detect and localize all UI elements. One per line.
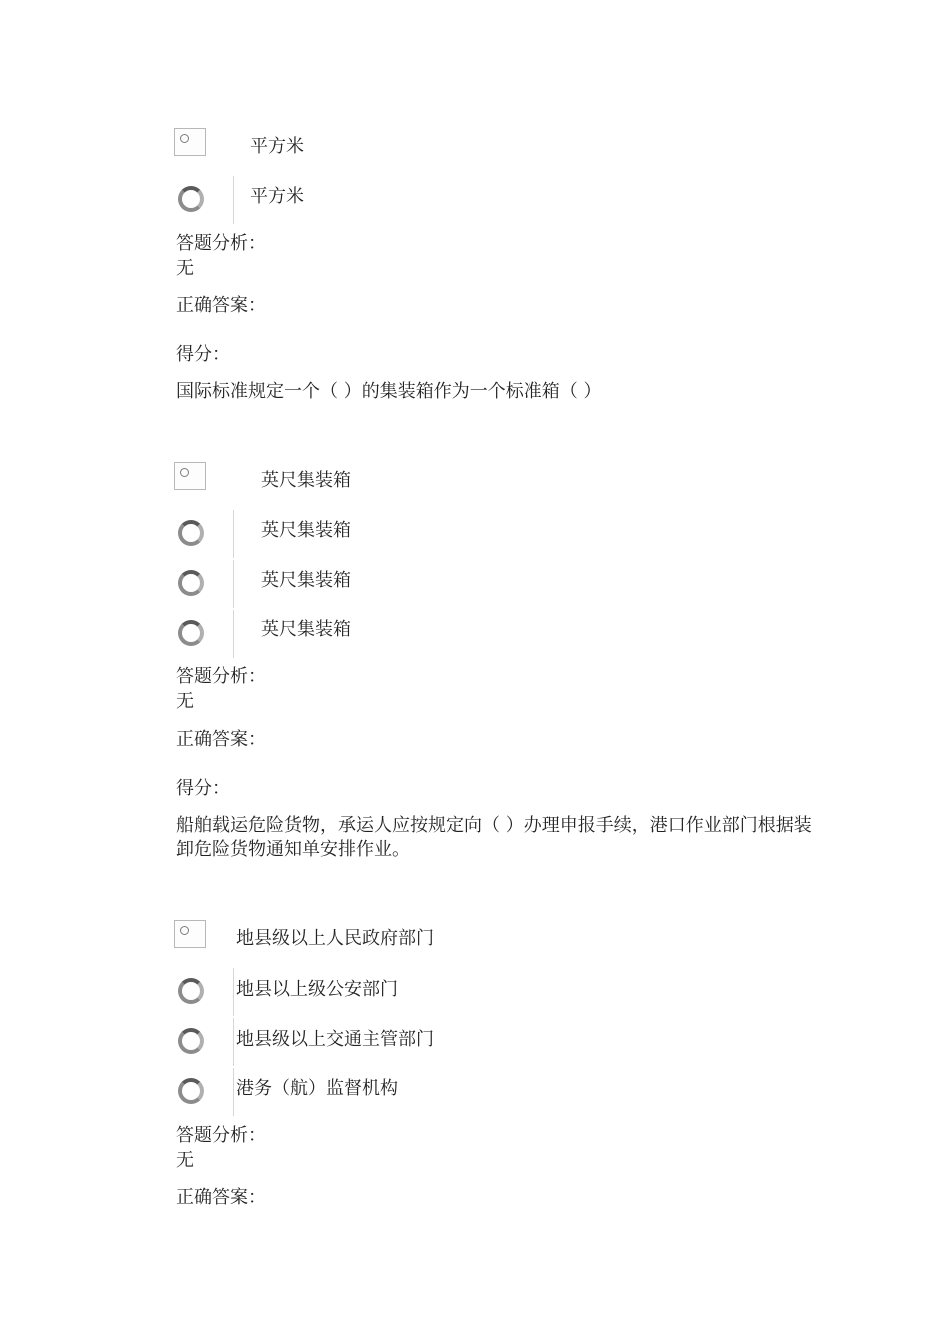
option-divider [233, 560, 234, 608]
radio-button[interactable] [178, 1078, 204, 1104]
option-row[interactable] [174, 968, 814, 1016]
option-label: 英尺集装箱 [261, 470, 351, 491]
option-label: 地县以上级公安部门 [236, 979, 398, 1000]
option-label: 港务（航）监督机构 [236, 1078, 398, 1099]
option-label: 英尺集装箱 [261, 619, 351, 640]
option-label: 英尺集装箱 [261, 570, 351, 591]
option-row[interactable] [174, 176, 814, 224]
option-row[interactable] [174, 462, 814, 510]
option-row[interactable] [174, 920, 814, 968]
radio-button-selected[interactable] [174, 128, 206, 156]
option-divider [233, 510, 234, 558]
analysis-label: 答题分析： [176, 666, 266, 687]
score-label: 得分： [176, 344, 230, 365]
radio-button-selected[interactable] [174, 462, 206, 490]
analysis-value: 无 [176, 691, 194, 712]
analysis-label: 答题分析： [176, 233, 266, 254]
option-divider [233, 968, 234, 1016]
option-divider [233, 1018, 234, 1066]
correct-answer-label: 正确答案： [176, 1187, 266, 1208]
option-row[interactable] [174, 510, 814, 558]
analysis-label: 答题分析： [176, 1125, 266, 1146]
option-row[interactable] [174, 1018, 814, 1066]
option-divider [233, 176, 234, 224]
radio-button[interactable] [178, 620, 204, 646]
radio-button[interactable] [178, 186, 204, 212]
option-label: 地县级以上人民政府部门 [236, 928, 434, 949]
option-label: 地县级以上交通主管部门 [236, 1029, 434, 1050]
radio-button[interactable] [178, 520, 204, 546]
option-row[interactable] [174, 610, 814, 658]
option-divider [233, 1068, 234, 1116]
option-label: 英尺集装箱 [261, 520, 351, 541]
option-row[interactable] [174, 560, 814, 608]
question-stem: 船舶载运危险货物，承运人应按规定向（ ）办理申报手续，港口作业部门根据装卸危险货物通知单安排作业。 [176, 815, 812, 860]
score-label: 得分： [176, 778, 230, 799]
option-label: 平方米 [250, 136, 304, 157]
radio-button[interactable] [178, 1028, 204, 1054]
radio-button[interactable] [178, 570, 204, 596]
option-row[interactable] [174, 128, 814, 176]
radio-button[interactable] [178, 978, 204, 1004]
correct-answer-label: 正确答案： [176, 729, 266, 750]
radio-button-selected[interactable] [174, 920, 206, 948]
option-row[interactable] [174, 1068, 814, 1116]
analysis-value: 无 [176, 258, 194, 279]
correct-answer-label: 正确答案： [176, 295, 266, 316]
question-stem: 国际标准规定一个（ ）的集装箱作为一个标准箱（ ） [176, 381, 602, 402]
option-divider [233, 610, 234, 658]
option-label: 平方米 [250, 186, 304, 207]
analysis-value: 无 [176, 1150, 194, 1171]
